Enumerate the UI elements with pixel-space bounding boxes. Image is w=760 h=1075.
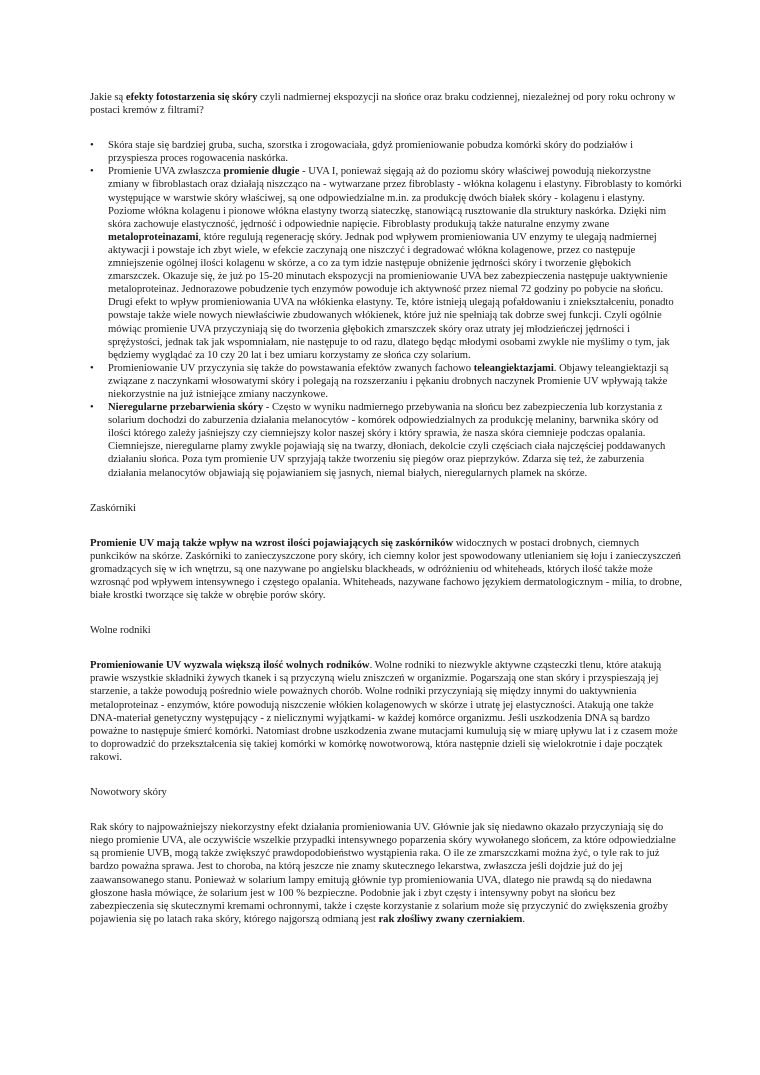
section-paragraph: Rak skóry to najpoważniejszy niekorzystny efekt działania promieniowania UV. Głównie jak się niedawno okazało przyczyniają się do niego promienie UVA, ale oczywiście wszelkie przypadki intensywnego poparzenia skóry wywołanego słońcem, za które odpowiedzialne są promienie UVB, mogą także zwiększyć prawdopodobieństwo wystąpienia raka. O ile ze zmarszczkami można żyć, o tyle rak to już bardzo poważna sprawa. Jest to choroba, na którą jeszcze nie znamy skutecznego lekarstwa, zwłaszcza jeśli dojdzie już do jej zaawansowanego stanu. Ponieważ w solarium lampy emitują głównie typ promieniowania UVA, dlatego nie prawdą są do niedawna głoszone hasła mówiące, że solarium jest w 100 % bezpieczne. Podobnie jak i zbyt częsty i intensywny pobyt na słońcu bez zabezpieczenia się skutecznymi kremami ochronnymi, także i częste korzystanie z solarium może się przyczynić do zwiększenia groźby pojawienia się po latach raka skóry, którego najgorszą odmianą jest rak złośliwy zwany czerniakiem. bbox=[90, 822, 676, 925]
section-paragraph: Promienie UV mają także wpływ na wzrost ilości pojawiających się zaskórników widocznych w postaci drobnych, ciemnych punkcików na skórze. Zaskórniki to zanieczyszczone pory skóry, ich ciemny kolor jest spowodowany utlenianiem się łoju i zanieczyszczeń gromadzących się w ich wnętrzu, są one nazywane po angielsku blackheads, w odróżnieniu od whiteheads, których ilość także może wzrosnąć pod wpływem intensywnego i częstego opalania. Whiteheads, nazywane fachowo językiem dermatologicznym - milia, to drobne, białe krostki tworzące się także w obrębie porów skóry. bbox=[90, 537, 682, 602]
effects-list bbox=[90, 139, 682, 479]
list-item: • Nieregularne przebarwienia skóry - Często w wyniku nadmiernego przebywania na słońcu bez zabezpieczenia lub korzystania z solarium dochodzi do zaburzenia działania melanocytów - komórek odpowiedzialnych za produkcję melaniny, barwnika skóry od ilości którego zależy jaśniejszy czy ciemniejszy kolor naszej skóry i który sprawia, że nasza skóra ciemnieje podczas opalania. Ciemniejsze, nieregularne plamy zwykle pojawiają się na twarzy, dłoniach, dekolcie czyli częściach ciała najczęściej poddawanych działaniu słońca. Poza tym promienie UV sprzyjają także tworzeniu się piegów oraz pieprzyków. Zdarza się też, że zaburzenia działania melanocytów objawiają się pojawianiem się jasnych, niemal białych, nieregularnych plamek na skórze. bbox=[90, 401, 682, 480]
section-heading: Nowotwory skóry bbox=[90, 787, 167, 799]
list-item: • Promieniowanie UV przyczynia się także do powstawania efektów zwanych fachowo teleangiektazjami. Objawy teleangiektazji są związane z naczynkami włosowatymi skóry i polegają na rozszerzaniu i pękaniu drobnych naczynek Promienie UV wpływają także niekorzystnie na już istniejące zmiany naczynkowe. bbox=[90, 362, 682, 401]
intro-text: Jakie są bbox=[90, 92, 126, 103]
list-item: • Skóra staje się bardziej gruba, sucha, szorstka i zrogowaciała, gdyż promieniowanie pobudza komórki skóry do podziałów i przyspiesza proces rogowacenia naskórka. bbox=[90, 139, 682, 165]
section-heading: Wolne rodniki bbox=[90, 625, 151, 637]
document-page bbox=[90, 91, 682, 948]
intro-paragraph bbox=[90, 91, 682, 117]
intro-text-end: czyli nadmiernej ekspozycji na słońce oraz braku codziennej, niezależnej od pory roku ochrony w postaci kremów z filtrami? bbox=[90, 92, 676, 117]
section-paragraph: Promieniowanie UV wyzwala większą ilość wolnych rodników. Wolne rodniki to niezwykle aktywne cząsteczki tlenu, które atakują prawie wszystkie składniki żywych tkanek i są przyczyną wielu zniszczeń w organizmie. Pogarszają one stan skóry i przyspieszają jej starzenie, a także powodują pośrednio wiele poważnych chorób. Wolne rodniki przyczyniają się między innymi do uaktywnienia metaloproteinaz - enzymów, które powodują niszczenie włókien kolagenowych w skórze i utratę jej elastyczności. Atakują one także DNA-materiał genetyczny występujący - z nielicznymi wyjątkami- w każdej komórce organizmu. Jeśli uszkodzenia DNA są bardzo poważne to następuje śmierć komórki. Natomiast drobne uszkodzenia zwane mutacjami kumulują się w miarę upływu lat i z czasem może to doprowadzić do przekształcenia się takiej komórki w komórkę nowotworową, która następnie dzieli się wielokrotnie i daje początek rakowi. bbox=[90, 660, 678, 763]
list-item: • Promienie UVA zwłaszcza promienie długie - UVA I, ponieważ sięgają aż do poziomu skóry właściwej powodują niekorzystne zmiany w fibroblastach oraz działają niszcząco na - wytwarzane przez fibroblasty - włókna kolagenu i elastyny. Fibroblasty to komórki występujące w warstwie skóry właściwej, są one odpowiedzialne m.in. za produkcję dwóch białek skóry - kolagenu i elastyny. Poziome włókna kolagenu i pionowe włókna elastyny tworzą siateczkę, stanowiącą rusztowanie dla struktury naskórka. Dzięki nim skóra zachowuje elastyczność, jędrność i odpowiednie napięcie. Fibroblasty produkują także naturalne enzymy zwane metaloproteinazami, które regulują regenerację skóry. Jednak pod wpływem promieniowania UV enzymy te ulegają nadmiernej aktywacji i powstaje ich zbyt wiele, w efekcie zaczynają one niszczyć i degradować włókna kolagenowe, przez co następuje zmniejszenie ogólnej ilości kolagenu w skórze, a co za tym idzie następuje obniżenie jędrności skóry i tworzenie głębokich zmarszczek. Okazuje się, że już po 15-20 minutach ekspozycji na promieniowanie UVA bez zabezpieczenia następuje uaktywnienie metaloproteinaz. Jednorazowe pobudzenie tych enzymów powoduje ich aktywność przez niemal 72 godziny po pobycie na słońcu. Drugi efekt to wpływ promieniowania UVA na włókienka elastyny. Te, które istnieją ulegają pofałdowaniu i zniekształceniu, ponadto powstaje także wiele nowych niewłaściwie zbudowanych włókienek, które już nie spełniają tak dobrze swej funkcji. Czyli ogólnie mówiąc promienie UVA przyczyniają się do tworzenia głębokich zmarszczek skóry oraz utraty jej młodzieńczej jędrności i sprężystości, jednak tak jak wspomniałam, nie następuje to od razu, dlatego będąc młodymi osobami zwykle nie myślimy o tym, jak będziemy wyglądać za 10 czy 20 lat i bez umiaru korzystamy ze słońca czy solarium. bbox=[90, 165, 682, 361]
intro-bold: efekty fotostarzenia się skóry bbox=[125, 92, 258, 103]
section-heading: Zaskórniki bbox=[90, 502, 136, 514]
